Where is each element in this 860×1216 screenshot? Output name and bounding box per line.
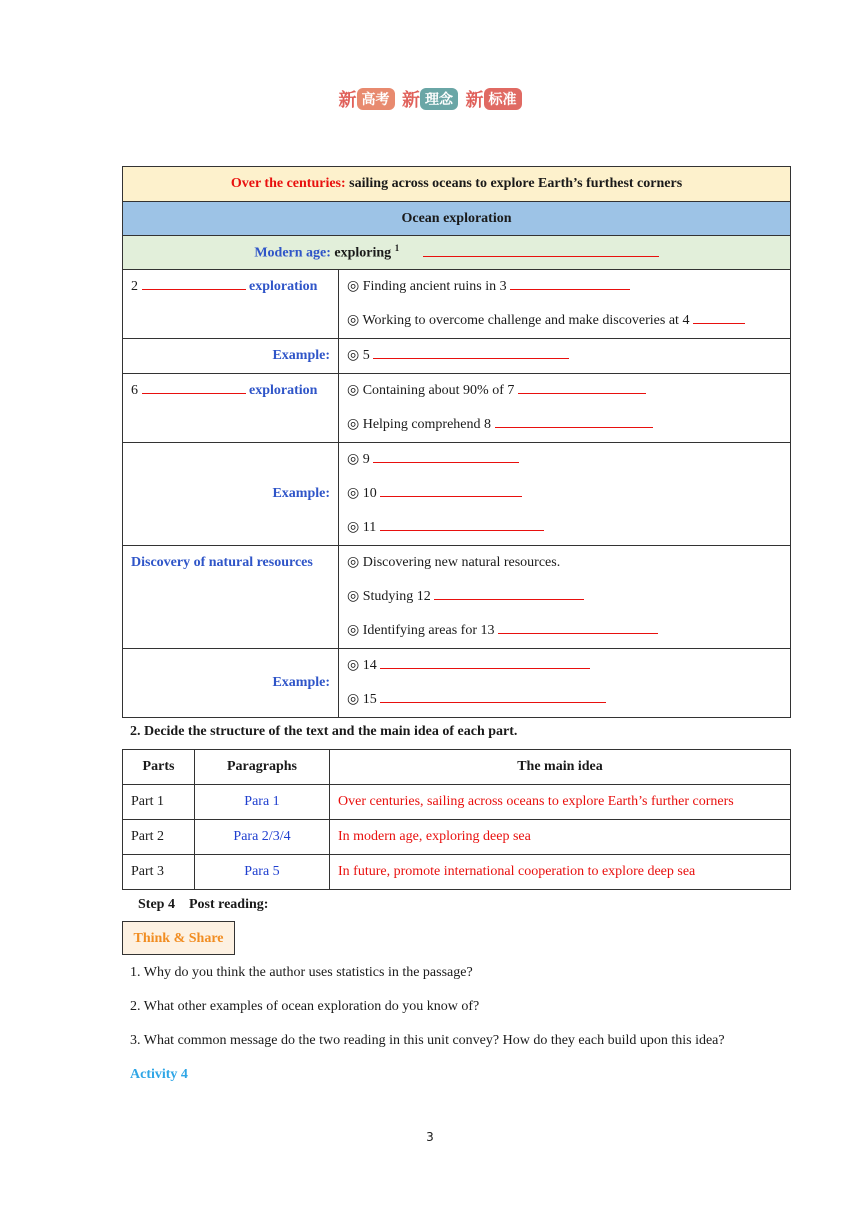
bullet-icon: ◎ xyxy=(347,623,360,638)
step4-heading: Step 4 Post reading: xyxy=(138,897,269,912)
blank-number: 9 xyxy=(362,452,370,467)
blank-number: 15 xyxy=(362,692,377,707)
col-header-parts: Parts xyxy=(123,750,195,785)
bullet-icon: ◎ xyxy=(347,279,360,294)
brand-group-2 xyxy=(402,86,458,112)
list-item xyxy=(347,546,782,580)
list-item xyxy=(347,511,782,545)
answer-blank-1[interactable] xyxy=(423,244,659,257)
bullet-icon: ◎ xyxy=(347,313,360,328)
example-label: Example: xyxy=(272,675,330,690)
question-3: 3. What common message do the two reading in this unit convey? How do they each build upon this idea? xyxy=(130,1033,725,1048)
list-item xyxy=(347,270,782,304)
answer-blank-14[interactable] xyxy=(380,656,590,669)
brand-char: 新 xyxy=(402,90,420,111)
answer-blank-8[interactable] xyxy=(495,415,653,428)
title-text: sailing across oceans to explore Earth’s furthest corners xyxy=(345,176,683,191)
block3-items xyxy=(339,546,791,649)
blank-number: 5 xyxy=(362,348,370,363)
question-1: 1. Why do you think the author uses statistics in the passage? xyxy=(130,965,473,980)
modern-age-label: Modern age: xyxy=(254,245,331,261)
block3-examples xyxy=(339,649,791,718)
list-item xyxy=(347,304,782,338)
blank-number: 2 xyxy=(131,279,138,294)
block1-examples xyxy=(339,339,791,374)
list-item xyxy=(347,683,782,717)
table-row xyxy=(123,785,791,820)
example-label-cell xyxy=(123,339,339,374)
answer-blank-9[interactable] xyxy=(373,450,519,463)
blank-number: 11 xyxy=(362,520,377,535)
bullet-icon: ◎ xyxy=(347,555,360,570)
answer-blank-4[interactable] xyxy=(693,311,745,324)
modern-age-row xyxy=(123,236,791,270)
category-label: Discovery of natural resources xyxy=(131,555,313,570)
brand-logo xyxy=(0,86,860,112)
part-cell: Part 1 xyxy=(123,785,195,820)
part-cell: Part 2 xyxy=(123,820,195,855)
block2-items xyxy=(339,374,791,443)
idea-cell: In future, promote international cooperation to explore deep sea xyxy=(330,855,791,890)
structure-table xyxy=(122,749,791,890)
exploration-table xyxy=(122,166,791,718)
table-header-row xyxy=(123,750,791,785)
list-item xyxy=(347,339,782,373)
col-header-main-idea: The main idea xyxy=(330,750,791,785)
part-cell: Part 3 xyxy=(123,855,195,890)
para-cell: Para 1 xyxy=(195,785,330,820)
example-label: Example: xyxy=(272,486,330,501)
block1-label-cell xyxy=(123,270,339,339)
bullet-icon: ◎ xyxy=(347,348,360,363)
table-row xyxy=(123,820,791,855)
example-label-cell xyxy=(123,443,339,546)
bullet-icon: ◎ xyxy=(347,692,360,707)
answer-blank-10[interactable] xyxy=(380,484,522,497)
idea-cell: Over centuries, sailing across oceans to explore Earth’s further corners xyxy=(330,785,791,820)
table-title xyxy=(123,167,791,202)
bullet-icon: ◎ xyxy=(347,452,360,467)
bullet-icon: ◎ xyxy=(347,589,360,604)
title-highlight: Over the centuries: xyxy=(230,176,346,191)
item-text: Helping comprehend 8 xyxy=(362,417,492,432)
answer-blank-11[interactable] xyxy=(380,518,544,531)
para-cell: Para 2/3/4 xyxy=(195,820,330,855)
category-label: exploration xyxy=(249,279,318,294)
brand-char: 新 xyxy=(338,90,357,111)
blank-number: 6 xyxy=(131,383,138,398)
page-number: 3 xyxy=(426,1130,434,1144)
example-label-cell xyxy=(123,649,339,718)
list-item xyxy=(347,374,782,408)
bullet-icon: ◎ xyxy=(347,520,360,535)
brand-group-3 xyxy=(466,86,522,112)
list-item xyxy=(347,580,782,614)
brand-pill: 标准 xyxy=(484,88,522,110)
list-item xyxy=(347,408,782,442)
answer-blank-12[interactable] xyxy=(434,587,584,600)
item-text: Containing about 90% of 7 xyxy=(362,383,515,398)
bullet-icon: ◎ xyxy=(347,417,360,432)
block3-label-cell xyxy=(123,546,339,649)
answer-blank-3[interactable] xyxy=(510,277,630,290)
bullet-icon: ◎ xyxy=(347,658,360,673)
table-row xyxy=(123,855,791,890)
bullet-icon: ◎ xyxy=(347,486,360,501)
question-2: 2. What other examples of ocean exploration do you know of? xyxy=(130,999,480,1014)
answer-blank-5[interactable] xyxy=(373,346,569,359)
blank-number: 1 xyxy=(394,243,400,254)
answer-blank-7[interactable] xyxy=(518,381,646,394)
answer-blank-6[interactable] xyxy=(142,381,246,394)
category-label: exploration xyxy=(249,383,318,398)
list-item xyxy=(347,649,782,683)
list-item xyxy=(347,443,782,477)
section-header: Ocean exploration xyxy=(123,202,791,236)
section2-heading: 2. Decide the structure of the text and the main idea of each part. xyxy=(130,724,518,739)
block2-examples xyxy=(339,443,791,546)
brand-char: 新 xyxy=(465,90,484,111)
item-text: Finding ancient ruins in 3 xyxy=(362,279,507,294)
answer-blank-2[interactable] xyxy=(142,277,246,290)
brand-pill: 高考 xyxy=(357,88,395,110)
blank-number: 14 xyxy=(362,658,377,673)
think-share-box: Think & Share xyxy=(122,921,235,955)
item-text: Working to overcome challenge and make discoveries at 4 xyxy=(362,313,690,328)
brand-group-1 xyxy=(339,86,395,112)
block2-label-cell xyxy=(123,374,339,443)
idea-cell: In modern age, exploring deep sea xyxy=(330,820,791,855)
blank-number: 10 xyxy=(362,486,377,501)
list-item xyxy=(347,614,782,648)
bullet-icon: ◎ xyxy=(347,383,360,398)
activity-heading: Activity 4 xyxy=(130,1067,188,1082)
example-label: Example: xyxy=(272,348,330,363)
brand-pill: 理念 xyxy=(420,88,458,110)
item-text: Identifying areas for 13 xyxy=(362,623,495,638)
block1-items xyxy=(339,270,791,339)
block1-label xyxy=(131,270,330,304)
item-text: Studying 12 xyxy=(362,589,431,604)
item-text: Discovering new natural resources. xyxy=(362,555,561,570)
block2-label xyxy=(131,374,330,408)
col-header-paragraphs: Paragraphs xyxy=(195,750,330,785)
answer-blank-13[interactable] xyxy=(498,621,658,634)
block3-label xyxy=(131,546,330,580)
list-item xyxy=(347,477,782,511)
modern-age-text: exploring xyxy=(330,245,395,261)
para-cell: Para 5 xyxy=(195,855,330,890)
answer-blank-15[interactable] xyxy=(380,690,606,703)
